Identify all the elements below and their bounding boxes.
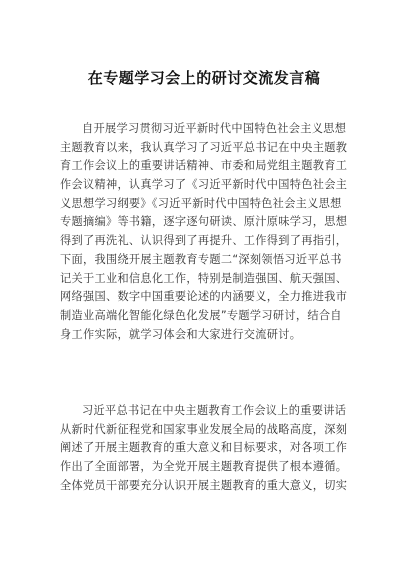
paragraph-line: 下面，我围绕开展主题教育专题二“深刻领悟习近平总书 xyxy=(60,252,342,266)
paragraph-line: 义思想学习纲要》《习近平新时代中国特色社会主义思想 xyxy=(60,196,342,210)
paragraph-line: 全体党员干部要充分认识开展主题教育的重大意义，切实 xyxy=(60,478,348,492)
paragraph xyxy=(60,120,360,344)
paragraph-line: 得到了再洗礼、认识得到了再提升、工作得到了再指引， xyxy=(60,234,348,248)
paragraph-line: 育工作会议上的重要讲话精神、市委和局党组主题教育工 xyxy=(60,159,348,173)
paragraph-line: 作会议精神，认真学习了《习近平新时代中国特色社会主 xyxy=(60,178,348,192)
paragraph-line: 记关于工业和信息化工作，特别是制造强国、航天强国、 xyxy=(60,271,348,285)
paragraph-line: 网络强国、数字中国重要论述的内涵要义，全力推进我市 xyxy=(60,290,348,304)
paragraph-line: 阐述了开展主题教育的重大意义和目标要求，对各项工作 xyxy=(60,441,348,455)
paragraph-line: 从新时代新征程党和国家事业发展全局的战略高度，深刻 xyxy=(60,422,348,436)
paragraph-line: 习近平总书记在中央主题教育工作会议上的重要讲话 xyxy=(82,404,347,417)
document-title: 在专题学习会上的研讨交流发言稿 xyxy=(87,69,321,87)
paragraph-line: 自开展学习贯彻习近平新时代中国特色社会主义思想 xyxy=(82,122,347,135)
paragraph-line: 制造业高端化智能化绿色化发展”专题学习研讨，结合自 xyxy=(60,308,342,322)
paragraph-line: 作出了全面部署，为全党开展主题教育提供了根本遵循。 xyxy=(60,460,348,474)
paragraph-line: 主题教育以来，我认真学习了习近平总书记在中央主题教 xyxy=(60,140,348,154)
paragraph-line: 专题摘编》等书籍，逐字逐句研读、原汁原味学习，思想 xyxy=(60,215,348,229)
paragraph-line: 身工作实际，就学习体会和大家进行交流研讨。 xyxy=(60,327,302,341)
paragraph xyxy=(60,402,360,495)
